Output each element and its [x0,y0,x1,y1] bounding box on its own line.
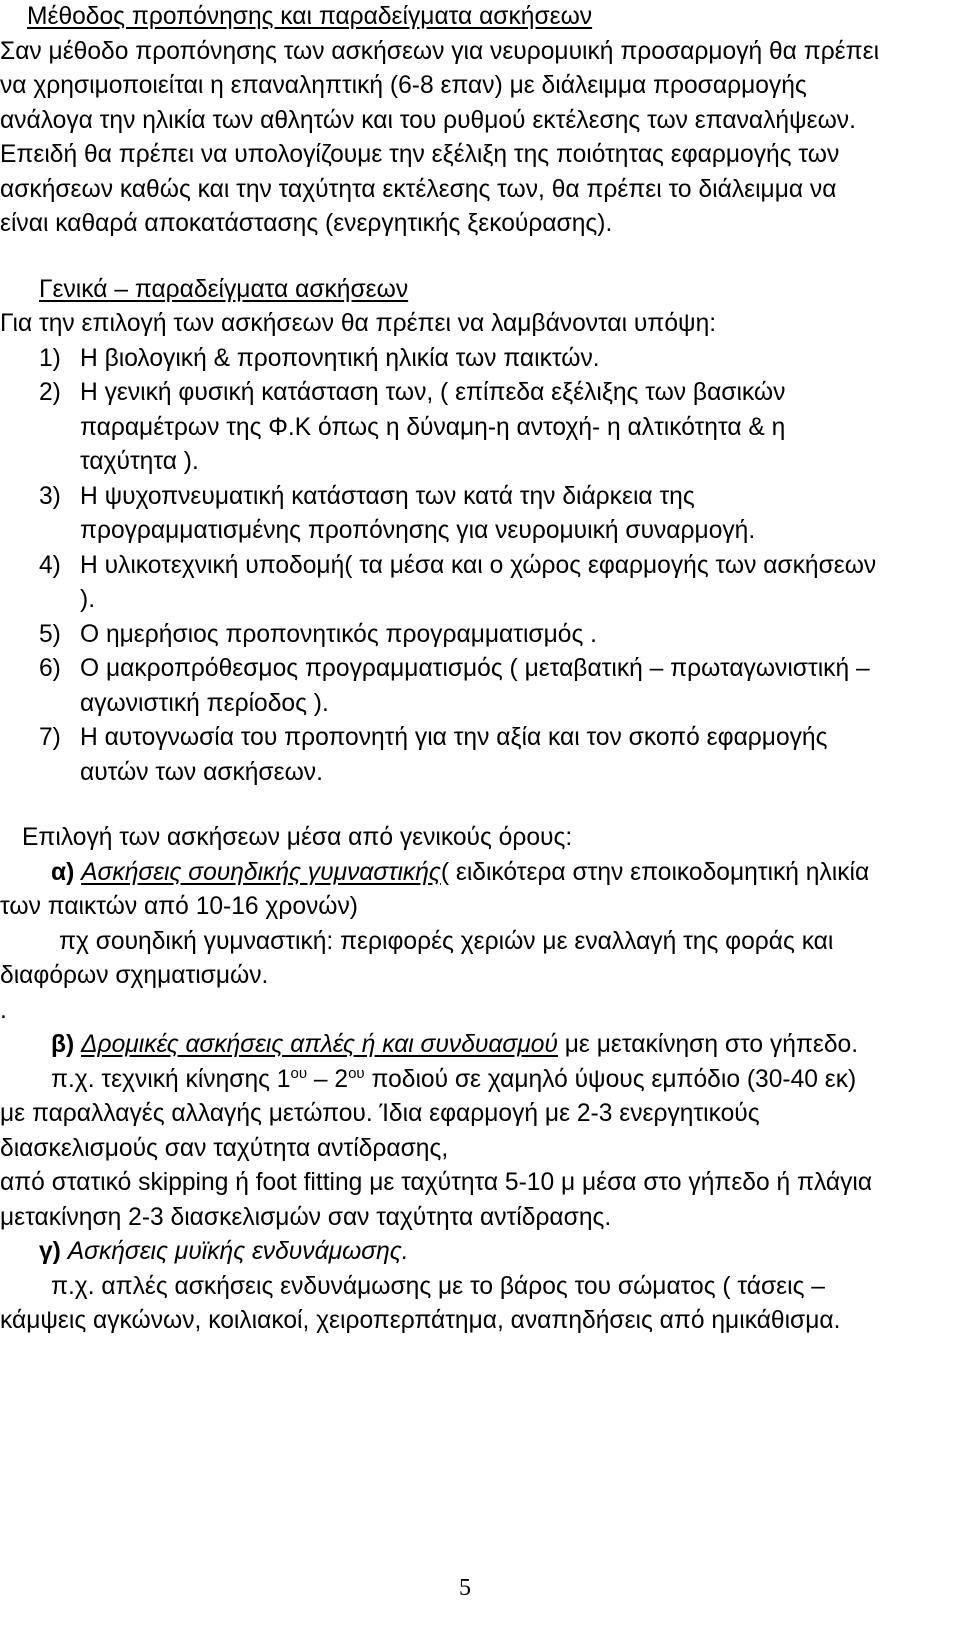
paragraph-line: από στατικό skipping ή foot fitting με ταχύτητα 5-10 μ μέσα στο γήπεδο ή πλάγια [0,1169,873,1196]
subsection-a [0,856,946,891]
page-number: 5 [459,1575,471,1601]
subsection-title: Δρομικές ασκήσεις απλές ή και συνδυασμού [81,1031,558,1058]
subsection-text: ( ειδικότερα στην εποικοδομητική ηλικία [440,858,870,886]
example-text: – 2 [307,1065,349,1093]
list-item [0,721,946,790]
paragraph-line: των παικτών από 10-16 χρονών) [0,893,358,920]
list-item-text: Η υλικοτεχνική υποδομή( τα μέσα και ο χώρος εφαρμογής των ασκήσεων [80,551,877,579]
section-method [0,0,946,242]
superscript: ου [348,1064,365,1082]
paragraph-line: ασκήσεων καθώς και την ταχύτητα εκτέλεσης των, θα πρέπει το διάλειμμα να [0,175,837,203]
list-item-text: αυτών των ασκήσεων. [80,758,323,786]
superscript: ου [290,1064,308,1082]
section-title: Γενικά – παραδείγματα ασκήσεων [39,275,409,303]
list-item-text: Ο ημερήσιος προπονητικός προγραμματισμός . [80,620,597,648]
list-number: 4) [39,551,61,579]
list-item-text: ταχύτητα ). [80,448,199,475]
list-number: 6) [39,655,61,682]
subsection-c [0,1235,946,1270]
list-number: 2) [39,379,61,406]
paragraph-line: Επειδή θα πρέπει να υπολογίζουμε την εξέλιξη της ποιότητας εφαρμογής των [0,141,840,168]
list-number: 1) [39,344,61,372]
list-item-text: Ο μακροπρόθεσμος προγραμματισμός ( μεταβατική – πρωταγωνιστική – [80,655,870,682]
paragraph-line: είναι καθαρά αποκατάστασης (ενεργητικής ξεκούρασης). [0,210,613,237]
subsection-label: γ) [39,1238,61,1265]
example-text: π.χ. τεχνική κίνησης 1 [51,1065,291,1093]
list-item-text: Η αυτογνωσία του προπονητή για την αξία και τον σκοπό εφαρμογής [80,724,828,751]
stray-dot: . [0,996,7,1024]
paragraph-line: Σαν μέθοδο προπόνησης των ασκήσεων για νευρομυική προσαρμογή θα πρέπει [0,37,880,65]
paragraph-line: με παραλλαγές αλλαγής μετώπου. Ίδια εφαρμογή με 2-3 ενεργητικούς [0,1100,760,1127]
subsection-label: α) [51,858,75,886]
paragraph-line: κάμψεις αγκώνων, κοιλιακοί, χειροπερπάτημα, αναπηδήσεις από ημικάθισμα. [0,1307,841,1334]
paragraph-line: διαφόρων σχηματισμών. [0,962,269,989]
list-item [0,652,946,721]
criteria-list [0,342,946,791]
spacer [0,790,946,821]
example-line: πχ σουηδική γυμναστική: περιφορές χεριών με εναλλαγή της φοράς και [59,927,834,955]
subsection-label: β) [51,1031,75,1058]
list-item-text: Η ψυχοπνευματική κατάσταση των κατά την διάρκεια της [80,482,695,510]
list-item-text: Η γενική φυσική κατάσταση των, ( επίπεδα εξέλιξης των βασικών [80,379,786,406]
section-general-terms [0,821,946,1339]
list-number: 5) [39,620,61,648]
section-intro: Για την επιλογή των ασκήσεων θα πρέπει να λαμβάνονται υπόψη: [0,310,717,337]
section-heading: Επιλογή των ασκήσεων μέσα από γενικούς όρους: [22,824,573,851]
subsection-b [0,1028,946,1063]
list-item [0,342,946,377]
list-item [0,376,946,480]
list-item-text: ). [80,586,96,613]
paragraph-line: να χρησιμοποιείται η επαναληπτική (6-8 επαν) με διάλειμμα προσαρμογής [0,72,807,99]
section-examples [0,273,946,791]
list-number: 3) [39,482,61,510]
subsection-title: Ασκήσεις σουηδικής γυμναστικής [81,858,441,886]
subsection-text: με μετακίνηση στο γήπεδο. [557,1031,859,1058]
spacer [0,242,946,273]
example-text: ποδιού σε χαμηλό ύψους εμπόδιο (30-40 εκ) [364,1065,857,1093]
example-line: π.χ. απλές ασκήσεις ενδυνάμωσης με το βάρος του σώματος ( τάσεις – [51,1272,825,1300]
list-item-text: παραμέτρων της Φ.Κ όπως η δύναμη-η αντοχή- η αλτικότητα & η [80,413,786,441]
list-number: 7) [39,724,61,751]
paragraph-line: μετακίνηση 2-3 διασκελισμών σαν ταχύτητα αντίδρασης. [0,1203,612,1231]
list-item-text: Η βιολογική & προπονητική ηλικία των παικτών. [80,344,600,372]
paragraph-line: διασκελισμούς σαν ταχύτητα αντίδρασης, [0,1134,449,1162]
subsection-title: Ασκήσεις μυϊκής ενδυνάμωσης. [67,1238,409,1265]
list-item-text: αγωνιστική περίοδος ). [80,689,329,717]
section-title: Μέθοδος προπόνησης και παραδείγματα ασκήσεων [27,3,593,30]
paragraph-line: ανάλογα την ηλικία των αθλητών και του ρυθμού εκτέλεσης των επαναλήψεων. [0,106,856,134]
list-item [0,549,946,618]
list-item-text: προγραμματισμένης προπόνησης για νευρομυική συναρμογή. [80,517,756,544]
example-line [0,1063,946,1098]
list-item [0,480,946,549]
list-item [0,618,946,653]
